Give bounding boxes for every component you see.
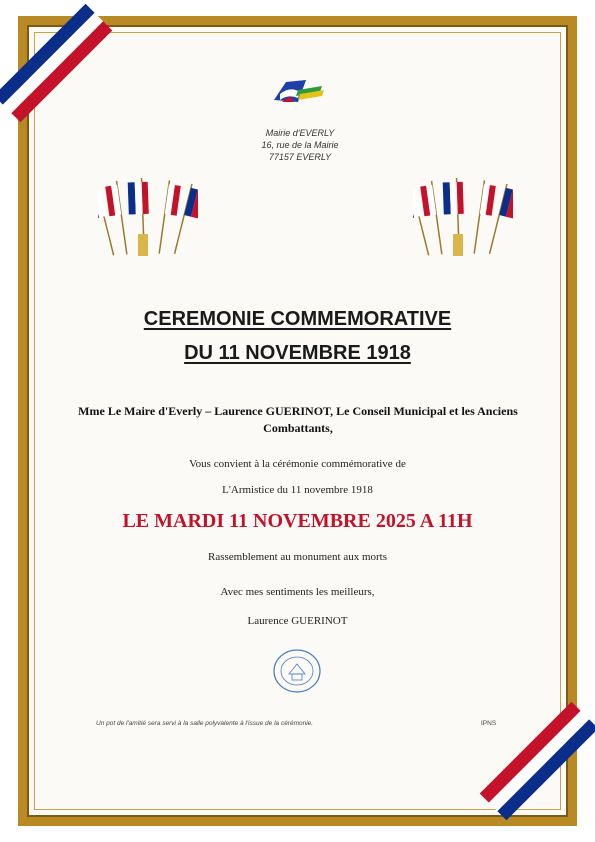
page-subtitle: DU 11 NOVEMBRE 1918	[184, 342, 411, 364]
french-flags-icon	[98, 178, 198, 258]
address-line-2: 16, rue de la Mairie	[261, 140, 339, 150]
town-logo-icon	[270, 76, 326, 108]
invitation-line-1: Vous convient à la cérémonie commémorative de	[189, 458, 406, 470]
address-line-1: Mairie d'EVERLY	[265, 128, 335, 138]
french-flags-icon	[413, 178, 513, 258]
town-hall-address	[200, 127, 400, 163]
page-title: CEREMONIE COMMEMORATIVE	[143, 308, 452, 330]
gathering-place: Rassemblement au monument aux morts	[207, 551, 388, 563]
closing-line: Avec mes sentiments les meilleurs,	[220, 586, 375, 598]
event-date: LE MARDI 11 NOVEMBRE 2025 A 11H	[122, 510, 473, 532]
town-seal-icon	[272, 648, 322, 694]
invitation-line-2: L'Armistice du 11 novembre 1918	[222, 484, 373, 496]
ipns-label: IPNS	[481, 720, 497, 727]
address-line-3: 77157 EVERLY	[268, 152, 332, 162]
footer-note: Un pot de l'amitié sera servi à la salle polyvalente à l'issue de la cérémonie.	[96, 720, 314, 727]
invitation-hosts: Mme Le Maire d'Everly – Laurence GUERINOT, Le Conseil Municipal et les Anciens Combattants,	[78, 404, 518, 435]
signature: Laurence GUERINOT	[247, 615, 348, 627]
